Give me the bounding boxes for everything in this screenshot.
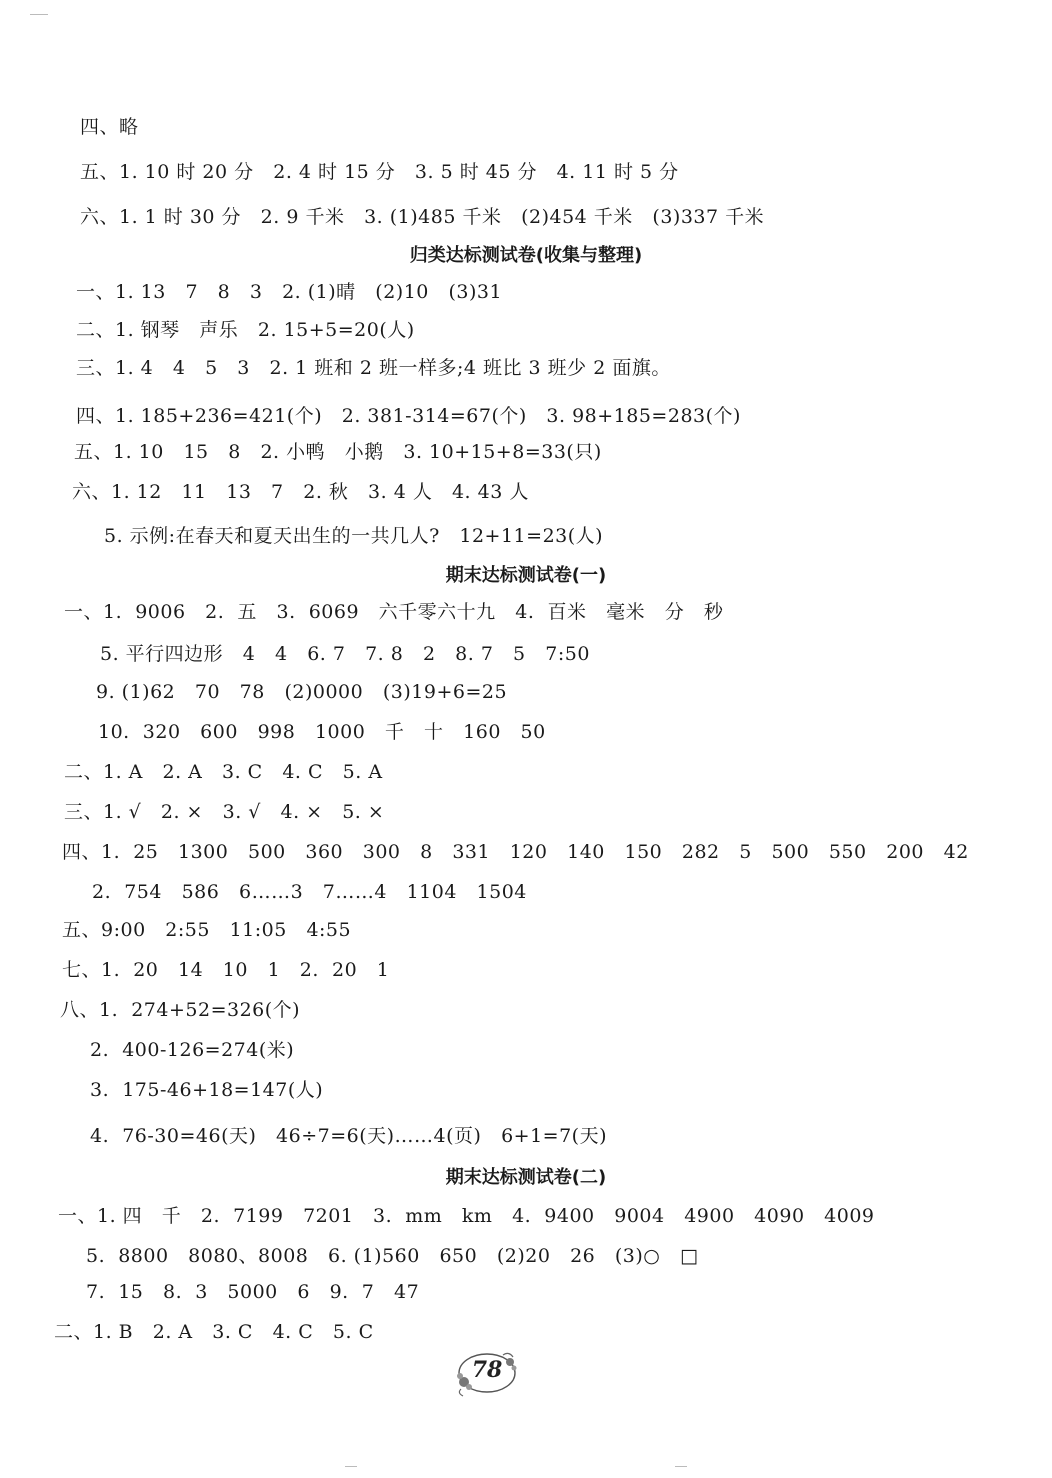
answer-line: 2. 754 586 6……3 7……4 1104 1504 (92, 881, 527, 903)
answer-line: 二、1. 钢琴 声乐 2. 15+5=20(人) (76, 319, 415, 341)
scan-mark (345, 1466, 357, 1467)
section-title: 归类达标测试卷(收集与整理) (409, 245, 643, 266)
answer-line: 一、1. 四 千 2. 7199 7201 3. mm km 4. 9400 9004 4900 4090 4009 (58, 1205, 875, 1227)
scan-mark (30, 14, 48, 15)
answer-line: 10. 320 600 998 1000 千 十 160 50 (98, 721, 546, 743)
scan-mark (675, 1466, 687, 1467)
answer-line: 四、1. 25 1300 500 360 300 8 331 120 140 150 282 5 500 550 200 42 (62, 841, 969, 863)
answer-line: 2. 400-126=274(米) (90, 1039, 295, 1061)
answer-line: 六、1. 12 11 13 7 2. 秋 3. 4 人 4. 43 人 (72, 481, 529, 503)
answer-line: 五、1. 10 时 20 分 2. 4 时 15 分 3. 5 时 45 分 4. 11 时 5 分 (80, 161, 679, 183)
answer-line: 三、1. 4 4 5 3 2. 1 班和 2 班一样多;4 班比 3 班少 2 面旗。 (76, 357, 671, 379)
answer-line: 二、1. B 2. A 3. C 4. C 5. C (54, 1321, 374, 1343)
answer-line: 三、1. √ 2. × 3. √ 4. × 5. × (64, 801, 385, 823)
answer-line: 5. 8800 8080、8008 6. (1)560 650 (2)20 26 (3)○ □ (86, 1245, 699, 1267)
answer-line: 七、1. 20 14 10 1 2. 20 1 (62, 959, 390, 981)
answer-line: 一、1. 13 7 8 3 2. (1)晴 (2)10 (3)31 (76, 281, 503, 303)
answer-line: 5. 示例:在春天和夏天出生的一共几人? 12+11=23(人) (104, 525, 604, 547)
section-title: 期末达标测试卷(一) (445, 565, 607, 586)
section-title: 期末达标测试卷(二) (445, 1167, 607, 1188)
answer-line: 9. (1)62 70 78 (2)0000 (3)19+6=25 (96, 681, 508, 703)
answer-line: 3. 175-46+18=147(人) (90, 1079, 324, 1101)
answer-line: 六、1. 1 时 30 分 2. 9 千米 3. (1)485 千米 (2)454 千米 (3)337 千米 (80, 206, 765, 228)
page-number: 78 (471, 1357, 503, 1383)
answer-line: 二、1. A 2. A 3. C 4. C 5. A (64, 761, 383, 783)
answer-line: 5. 平行四边形 4 4 6. 7 7. 8 2 8. 7 5 7:50 (100, 643, 590, 665)
answer-line: 7. 15 8. 3 5000 6 9. 7 47 (86, 1281, 420, 1303)
answer-line: 4. 76-30=46(天) 46÷7=6(天)……4(页) 6+1=7(天) (90, 1125, 608, 1147)
answer-line: 五、1. 10 15 8 2. 小鸭 小鹅 3. 10+15+8=33(只) (74, 441, 602, 463)
answer-line: 一、1. 9006 2. 五 3. 6069 六千零六十九 4. 百米 毫米 分 秒 (64, 601, 724, 623)
page-number-badge (455, 1349, 519, 1397)
answer-line: 四、略 (80, 116, 139, 138)
answer-line: 四、1. 185+236=421(个) 2. 381-314=67(个) 3. 98+185=283(个) (76, 405, 741, 427)
answer-line: 五、9:00 2:55 11:05 4:55 (62, 919, 352, 941)
answer-line: 八、1. 274+52=326(个) (60, 999, 301, 1021)
